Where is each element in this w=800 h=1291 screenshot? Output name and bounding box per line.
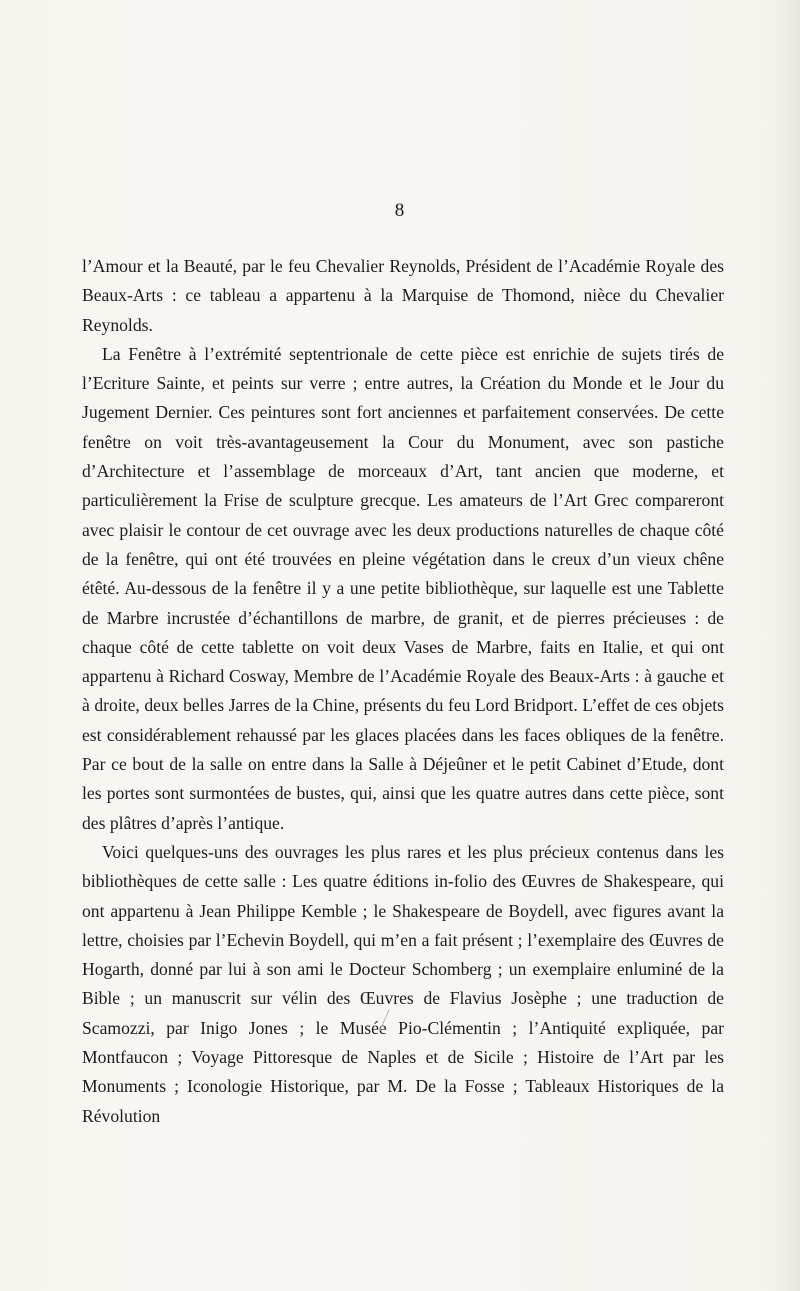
page-edge-shadow <box>772 0 800 1291</box>
paragraph-ouvrages: Voici quelques-uns des ouvrages les plus rares et les plus précieux contenus dans les bibliothèques de cette salle : Les quatre éditions in-folio des Œuvres de Shakespeare, qui ont appartenu à Jean Philippe Kemble ; le Shakespeare de Boydell, avec figures avant la lettre, choisies par l’Echevin Boydell, qui m’en a fait présent ; l’exemplaire des Œuvres de Hogarth, donné par lui à son ami le Docteur Schomberg ; un exemplaire enluminé de la Bible ; un manuscrit sur vélin des Œuvres de Flavius Josèphe ; une traduction de Scamozzi, par Inigo Jones ; le Musée Pio-Clémentin ; l’Antiquité expliquée, par Montfaucon ; Voyage Pittoresque de Naples et de Sicile ; Histoire de l’Art par les Monuments ; Iconologie Historique, par M. De la Fosse ; Tableaux Historiques de la Révolution <box>82 841 724 1126</box>
paragraph-fenetre: La Fenêtre à l’extrémité septentrionale de cette pièce est enrichie de sujets tirés de l’Ecriture Sainte, et peints sur verre ; entre autres, la Création du Monde et le Jour du Jugement Dernier. Ces peintures sont fort anciennes et parfaitement conservées. De cette fenêtre on voit très-avantageusement la Cour du Monument, avec son pastiche d’Architecture et l’assemblage de morceaux d’Art, tant ancien que moderne, et particulièrement la Frise de sculpture grecque. Les amateurs de l’Art Grec compareront avec plaisir le contour de cet ouvrage avec les deux productions naturelles de chaque côté de la fenêtre, qui ont été trouvées en pleine végétation dans le creux d’un vieux chêne étêté. Au-dessous de la fenêtre il y a une petite bibliothèque, sur laquelle est une Tablette de Marbre incrustée d’échantillons de marbre, de granit, et de pierres précieuses : de chaque côté de cette tablette on voit deux Vases de Marbre, faits en Italie, et qui ont appartenu à Richard Cosway, Membre de l’Académie Royale des Beaux-Arts : à gauche et à droite, deux belles Jarres de la Chine, présents du feu Lord Bridport. L’effet de ces objets est considérablement rehaussé par les glaces placées dans les faces obliques de la fenêtre. Par ce bout de la salle on entre dans la Salle à Déjeûner et le petit Cabinet d’Etude, dont les portes sont surmontées de bustes, qui, ainsi que les quatre autres dans cette pièce, sont des plâtres d’après l’antique. <box>82 343 724 833</box>
body-text <box>82 252 724 1131</box>
paragraph-continuation: l’Amour et la Beauté, par le feu Chevalier Reynolds, Président de l’Académie Royale des Beaux-Arts : ce tableau a appartenu à la Marquise de Thomond, nièce du Chevalier Reynolds. <box>82 256 724 335</box>
page-number: 8 <box>394 200 406 221</box>
